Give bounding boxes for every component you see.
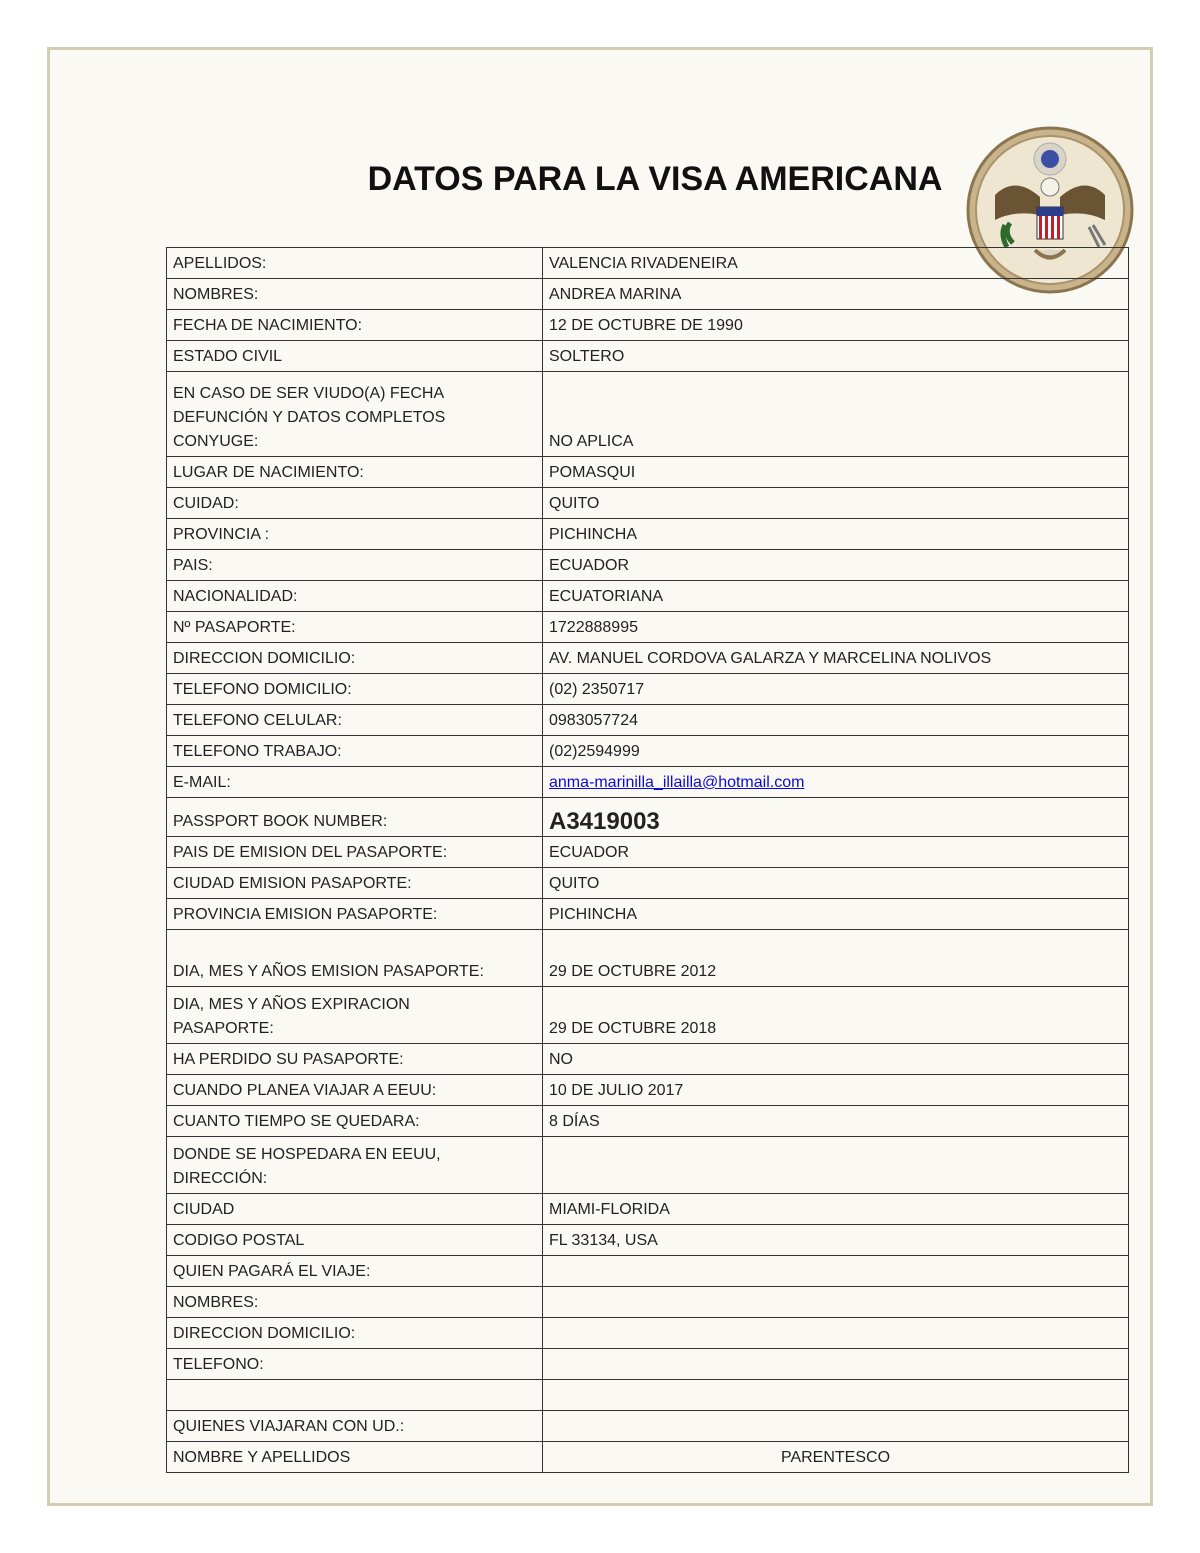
field-value: MIAMI-FLORIDA [543, 1194, 1129, 1225]
field-label: LUGAR DE NACIMIENTO: [167, 457, 543, 488]
field-value: 8 DÍAS [543, 1106, 1129, 1137]
table-row [167, 930, 1129, 987]
field-value [543, 1137, 1129, 1194]
table-row [167, 798, 1129, 837]
field-label: PASSPORT BOOK NUMBER: [167, 798, 543, 837]
table-row [167, 612, 1129, 643]
page-title: DATOS PARA LA VISA AMERICANA [367, 160, 943, 198]
field-value [543, 1411, 1129, 1442]
field-value [543, 1318, 1129, 1349]
field-value: 29 DE OCTUBRE 2018 [543, 987, 1129, 1044]
table-row [167, 1380, 1129, 1411]
field-label [167, 1380, 543, 1411]
table-row [167, 1411, 1129, 1442]
field-label: TELEFONO CELULAR: [167, 705, 543, 736]
column-header-name: NOMBRE Y APELLIDOS [167, 1442, 543, 1473]
field-value: VALENCIA RIVADENEIRA [543, 248, 1129, 279]
table-row [167, 767, 1129, 798]
field-value: 0983057724 [543, 705, 1129, 736]
field-label: DIRECCION DOMICILIO: [167, 643, 543, 674]
field-label: QUIENES VIAJARAN CON UD.: [167, 1411, 543, 1442]
field-label: CUIDAD: [167, 488, 543, 519]
table-row [167, 674, 1129, 705]
table-row [167, 341, 1129, 372]
field-label: PAIS DE EMISION DEL PASAPORTE: [167, 837, 543, 868]
field-value: FL 33134, USA [543, 1225, 1129, 1256]
table-row [167, 736, 1129, 767]
field-value: POMASQUI [543, 457, 1129, 488]
field-label: DIA, MES Y AÑOS EMISION PASAPORTE: [167, 930, 543, 987]
table-row [167, 372, 1129, 457]
field-label: PROVINCIA EMISION PASAPORTE: [167, 899, 543, 930]
field-label: DIA, MES Y AÑOS EXPIRACION PASAPORTE: [167, 987, 543, 1044]
field-label: TELEFONO TRABAJO: [167, 736, 543, 767]
table-row [167, 550, 1129, 581]
field-label: EN CASO DE SER VIUDO(A) FECHA DEFUNCIÓN Y DATOS COMPLETOS CONYUGE: [167, 372, 543, 457]
table-row [167, 1287, 1129, 1318]
table-row [167, 1225, 1129, 1256]
table-row [167, 310, 1129, 341]
field-label: NACIONALIDAD: [167, 581, 543, 612]
field-label: PAIS: [167, 550, 543, 581]
field-label: CODIGO POSTAL [167, 1225, 543, 1256]
field-label: E-MAIL: [167, 767, 543, 798]
field-value: QUITO [543, 868, 1129, 899]
table-row [167, 1318, 1129, 1349]
field-value: (02)2594999 [543, 736, 1129, 767]
field-label: DIRECCION DOMICILIO: [167, 1318, 543, 1349]
field-value: 10 DE JULIO 2017 [543, 1075, 1129, 1106]
table-row [167, 457, 1129, 488]
field-value: 1722888995 [543, 612, 1129, 643]
table-row [167, 1044, 1129, 1075]
passport-book-number: A3419003 [543, 798, 1129, 837]
field-value: ECUADOR [543, 550, 1129, 581]
field-value: SOLTERO [543, 341, 1129, 372]
field-value: ECUADOR [543, 837, 1129, 868]
table-row [167, 1075, 1129, 1106]
table-row [167, 1442, 1129, 1473]
field-label: ESTADO CIVIL [167, 341, 543, 372]
field-label: APELLIDOS: [167, 248, 543, 279]
field-value: (02) 2350717 [543, 674, 1129, 705]
field-value: QUITO [543, 488, 1129, 519]
field-label: QUIEN PAGARÁ EL VIAJE: [167, 1256, 543, 1287]
field-value: ANDREA MARINA [543, 279, 1129, 310]
column-header-relationship: PARENTESCO [543, 1442, 1129, 1473]
table-row [167, 248, 1129, 279]
table-row [167, 581, 1129, 612]
field-label: FECHA DE NACIMIENTO: [167, 310, 543, 341]
table-row [167, 643, 1129, 674]
table-row [167, 868, 1129, 899]
table-row [167, 1194, 1129, 1225]
field-value: 29 DE OCTUBRE 2012 [543, 930, 1129, 987]
field-value [543, 1287, 1129, 1318]
field-label: NOMBRES: [167, 279, 543, 310]
email-cell [543, 767, 1129, 798]
table-row [167, 705, 1129, 736]
field-label: CUANTO TIEMPO SE QUEDARA: [167, 1106, 543, 1137]
table-row [167, 279, 1129, 310]
field-label: TELEFONO DOMICILIO: [167, 674, 543, 705]
table-row [167, 488, 1129, 519]
email-link[interactable]: anma-marinilla_illailla@hotmail.com [549, 774, 805, 791]
table-row [167, 837, 1129, 868]
field-value: PICHINCHA [543, 519, 1129, 550]
field-value: PICHINCHA [543, 899, 1129, 930]
field-label: NOMBRES: [167, 1287, 543, 1318]
table-row [167, 899, 1129, 930]
field-label: DONDE SE HOSPEDARA EN EEUU, DIRECCIÓN: [167, 1137, 543, 1194]
table-row [167, 519, 1129, 550]
visa-data-table [166, 247, 1129, 1473]
table-row [167, 1106, 1129, 1137]
field-value [543, 1256, 1129, 1287]
field-label: TELEFONO: [167, 1349, 543, 1380]
field-value [543, 1349, 1129, 1380]
field-label: CIUDAD [167, 1194, 543, 1225]
field-value: AV. MANUEL CORDOVA GALARZA Y MARCELINA NOLIVOS [543, 643, 1129, 674]
field-value: 12 DE OCTUBRE DE 1990 [543, 310, 1129, 341]
field-label: HA PERDIDO SU PASAPORTE: [167, 1044, 543, 1075]
table-row [167, 987, 1129, 1044]
field-value [543, 1380, 1129, 1411]
table-row [167, 1349, 1129, 1380]
field-label: CIUDAD EMISION PASAPORTE: [167, 868, 543, 899]
field-value: NO [543, 1044, 1129, 1075]
table-row [167, 1137, 1129, 1194]
field-label: CUANDO PLANEA VIAJAR A EEUU: [167, 1075, 543, 1106]
field-label: PROVINCIA : [167, 519, 543, 550]
table-row [167, 1256, 1129, 1287]
field-value: ECUATORIANA [543, 581, 1129, 612]
field-label: Nº PASAPORTE: [167, 612, 543, 643]
field-value: NO APLICA [543, 372, 1129, 457]
